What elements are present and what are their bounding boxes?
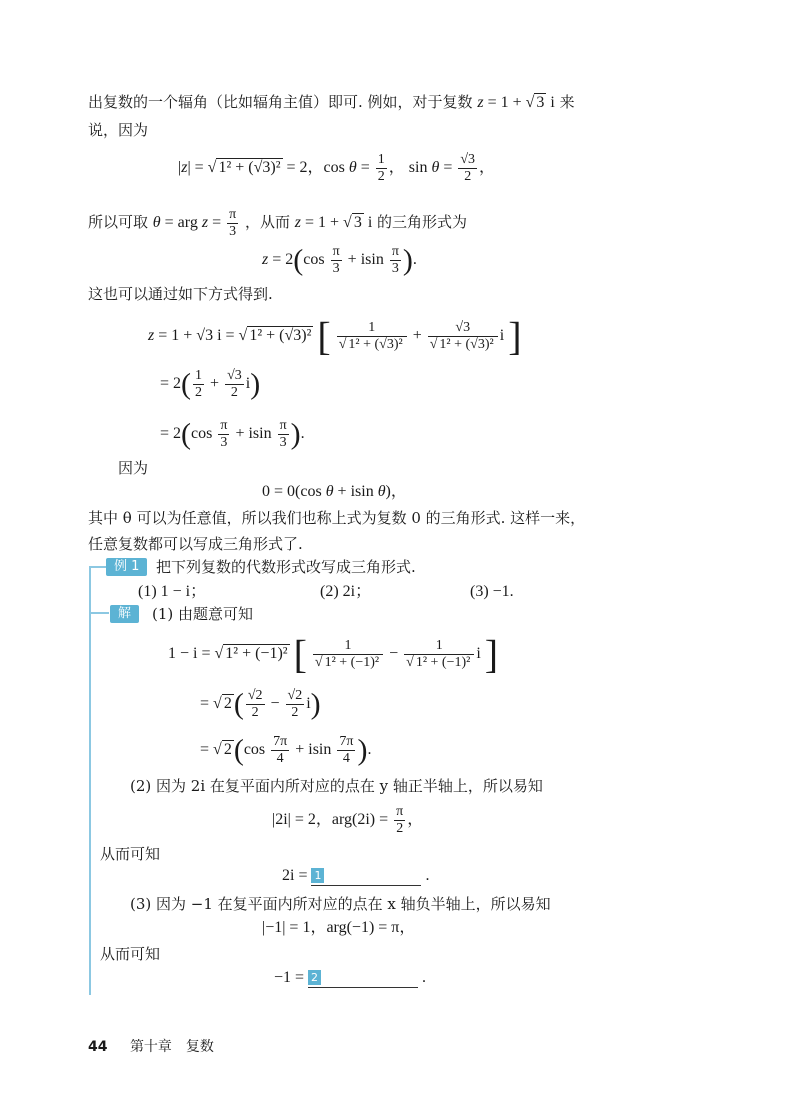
formula-derivation-2: = 2( $\frac{1}{2}$ + $\frac{√3}{2}$ i): [160, 367, 261, 401]
paragraph-line-2: 说，因为: [88, 121, 149, 139]
page-footer: [88, 1036, 214, 1056]
solution-step-3: (3) 因为 −1 在复平面内所对应的点在 x 轴负半轴上，所以易知: [130, 895, 551, 913]
paragraph-line-5: 因为: [118, 459, 149, 477]
formula-sol1-line2: = √ 2( $\frac{√2}{2}$ − $\frac{√2}{2}$ i): [200, 687, 321, 721]
paragraph-line-3: 所以可取 θ = arg z = $\frac{\pi}{3}$ ，从而 z = 1 + √ 3 i 的三角形式为: [88, 206, 468, 239]
formula-zero: 0 = 0(cos θ + isin θ)，: [262, 483, 407, 500]
answer-blank-2[interactable]: 2: [308, 969, 418, 988]
paragraph-line-7: 任意复数都可以写成三角形式了.: [88, 535, 303, 553]
formula-blank-2[interactable]: −1 = 2 .: [274, 969, 427, 986]
formula-derivation-3: = 2(cos $\frac{\pi}{3}$ + isin $\frac{\pi}{3}$ ).: [160, 417, 305, 451]
solution-step-3b: 从而可知: [100, 945, 161, 963]
example-tag: 例 1: [106, 558, 147, 576]
math-z-inline: z = 1 + √ 3 i: [477, 94, 555, 111]
solution-tag: 解: [110, 605, 139, 623]
paragraph-line-6: 其中 θ 可以为任意值，所以我们也称上式为复数 0 的三角形式. 这样一来，: [88, 509, 586, 527]
formula-blank-1[interactable]: 2i = 1 .: [282, 867, 430, 884]
chapter-title: 第十章 复数: [129, 1039, 214, 1055]
formula-sol3: |−1| = 1，arg(−1) = π，: [262, 919, 416, 936]
formula-trig-form: z = 2(cos $\frac{\pi}{3}$ + isin $\frac{\pi}{3}$ ).: [262, 243, 417, 277]
formula-sol1-line1: 1 − i = √ 1² + (−1)² [ $\frac{1}{\text{√ 1² + (−1)²}}$ − $\frac{1}{\text{√ 1² + (−1)²}}$ i ]: [168, 631, 499, 677]
formula-sol1-line3: = √ 2(cos $\frac{7\pi}{4}$ + isin $\frac{7\pi}{4}$ ).: [200, 733, 372, 767]
page-number: 44: [88, 1039, 108, 1055]
example-side-rule: [89, 567, 91, 995]
solution-rule-top: [89, 612, 109, 614]
example-item-3: (3) −1.: [470, 583, 514, 600]
formula-modulus: |z| = √ 1² + (√3)² = 2，cos θ = $\frac{1}{2}$ ， sin θ = $\frac{√3}{2}$ ，: [178, 151, 496, 184]
solution-step-2: (2) 因为 2i 在复平面内所对应的点在 y 轴正半轴上，所以易知: [130, 777, 543, 795]
formula-derivation-1: z = 1 + √3 i = √ 1² + (√3)² [ $\frac{1}{\text{√ 1² + (√3)²}}$ + $\frac{√3}{\text{√ 1² + (√3)²}}$ i ]: [148, 313, 522, 359]
paragraph-line-1: 出复数的一个辐角（比如辐角主值）即可. 例如，对于复数 z = 1 + √ 3 i 来: [88, 93, 575, 111]
example-text: 把下列复数的代数形式改写成三角形式.: [156, 558, 416, 576]
answer-blank-1[interactable]: 1: [311, 867, 421, 886]
solution-step-2b: 从而可知: [100, 845, 161, 863]
formula-sol2: |2i| = 2，arg(2i) = $\frac{\pi}{2}$ ，: [272, 803, 424, 836]
paragraph-line-4: 这也可以通过如下方式得到.: [88, 285, 273, 303]
example-item-2: (2) 2i；: [320, 583, 372, 600]
example-item-1: (1) 1 − i；: [138, 583, 207, 600]
solution-step-1: (1) 由题意可知: [152, 605, 254, 623]
